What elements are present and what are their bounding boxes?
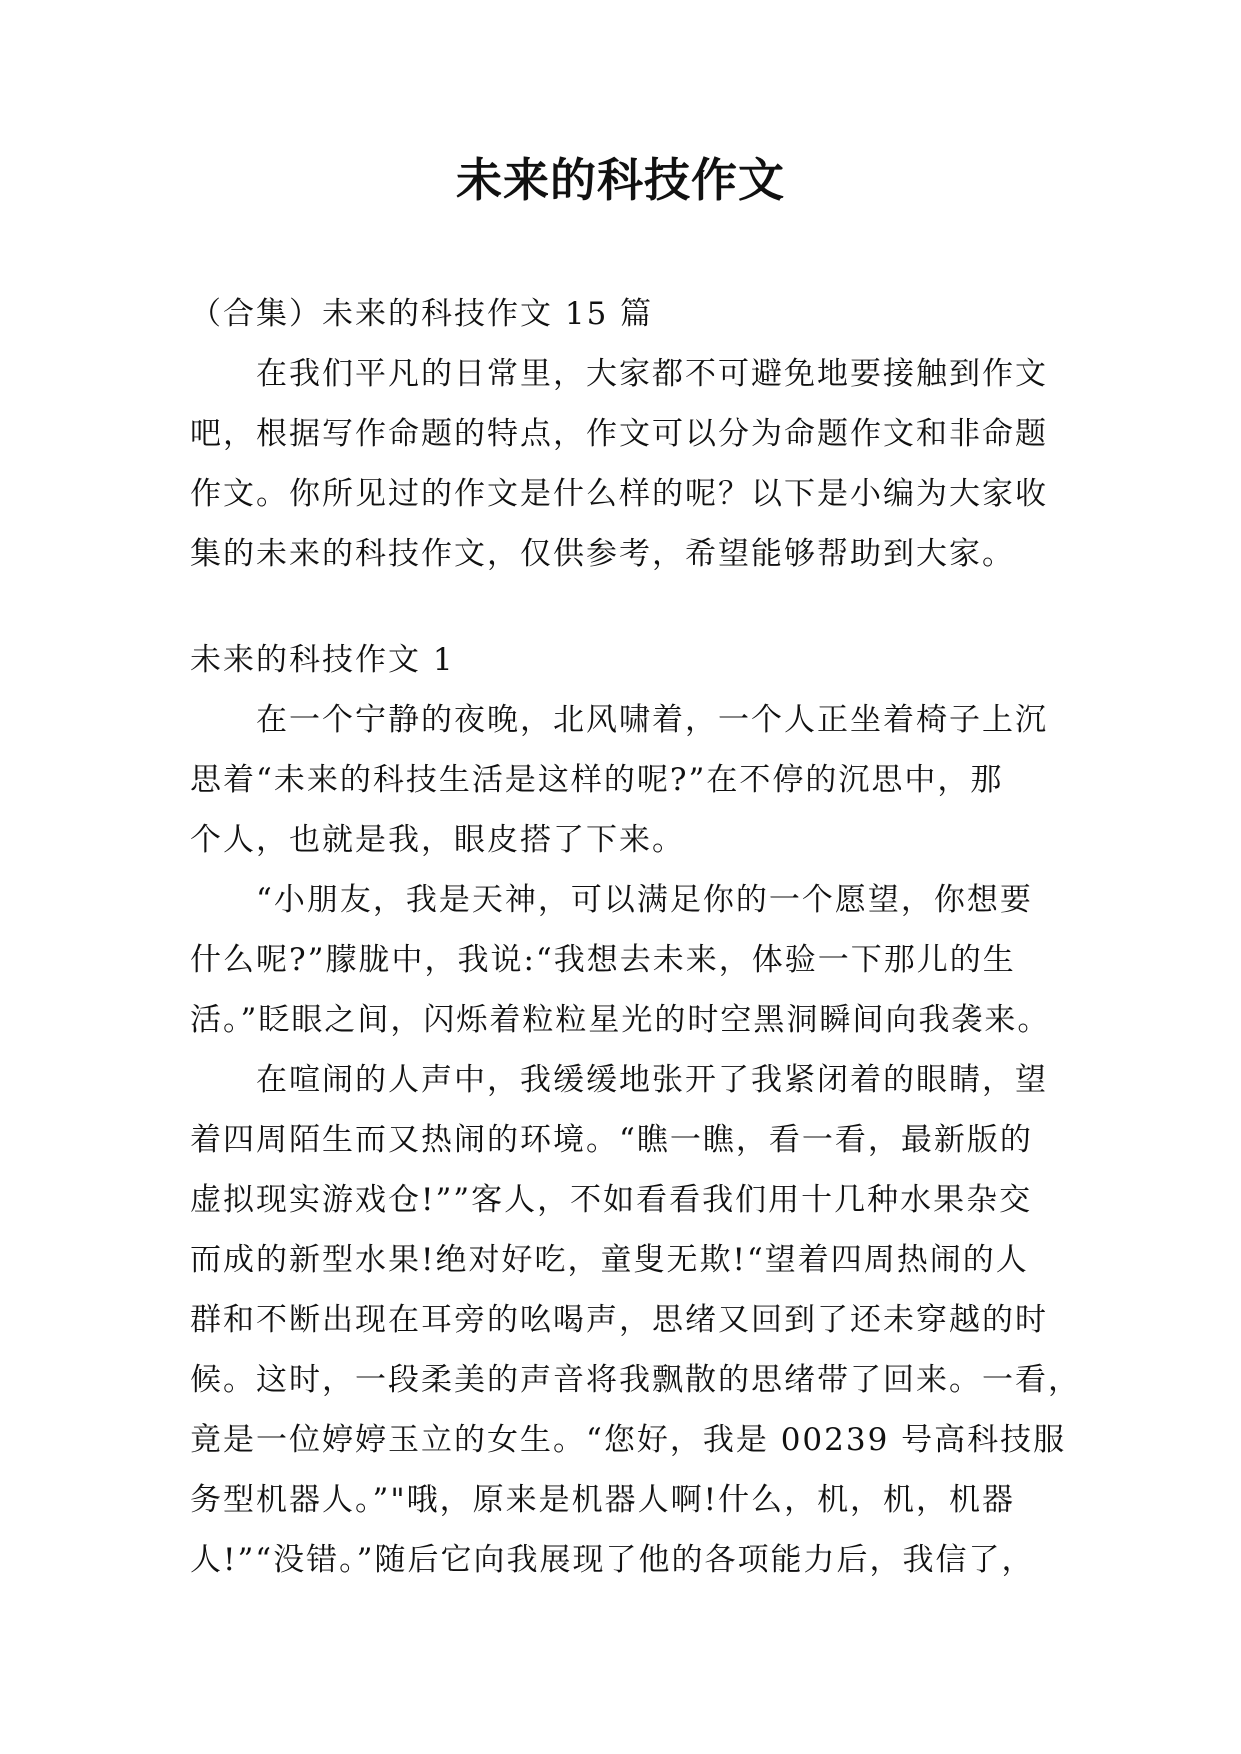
paragraph-line: 候。这时，一段柔美的声音将我飘散的思绪带了回来。一看， xyxy=(190,1362,1081,1398)
paragraph-line: 虚拟现实游戏仓!””客人，不如看看我们用十几种水果杂交 xyxy=(190,1182,1033,1218)
paragraph-line: 人!”“没错。”随后它向我展现了他的各项能力后，我信了， xyxy=(190,1542,1035,1578)
intro-line: 作文。你所见过的作文是什么样的呢？以下是小编为大家收 xyxy=(190,476,1048,512)
essay-section xyxy=(190,630,1081,1590)
intro-line: 在我们平凡的日常里，大家都不可避免地要接触到作文 xyxy=(256,356,1048,392)
paragraph-line: 在喧闹的人声中，我缓缓地张开了我紧闭着的眼睛，望 xyxy=(256,1062,1048,1098)
paragraph-line: 个人，也就是我，眼皮搭了下来。 xyxy=(190,822,685,858)
paragraph-line: 着四周陌生而又热闹的环境。“瞧一瞧，看一看，最新版的 xyxy=(190,1122,1033,1158)
paragraph-line: 思着“未来的科技生活是这样的呢?”在不停的沉思中，那 xyxy=(190,762,1004,798)
document-title: 未来的科技作文 xyxy=(456,153,785,207)
section-heading: 未来的科技作文 1 xyxy=(190,642,455,678)
paragraph-line: 竟是一位婷婷玉立的女生。“您好，我是 00239 号高科技服 xyxy=(190,1422,1067,1458)
paragraph-line: 什么呢?”朦胧中，我说:“我想去未来，体验一下那儿的生 xyxy=(190,942,1016,978)
intro-block xyxy=(190,284,1050,584)
paragraph-line: 群和不断出现在耳旁的吆喝声，思绪又回到了还未穿越的时 xyxy=(190,1302,1048,1338)
paragraph-line: “小朋友，我是天神，可以满足你的一个愿望，你想要 xyxy=(256,882,1033,918)
document-subtitle: （合集）未来的科技作文 15 篇 xyxy=(190,296,654,332)
paragraph-line: 在一个宁静的夜晚，北风啸着，一个人正坐着椅子上沉 xyxy=(256,702,1048,738)
paragraph-line: 务型机器人。”"哦，原来是机器人啊!什么，机，机，机器 xyxy=(190,1482,1016,1518)
intro-line: 集的未来的科技作文，仅供参考，希望能够帮助到大家。 xyxy=(190,536,1015,572)
paragraph-line: 活。”眨眼之间，闪烁着粒粒星光的时空黑洞瞬间向我袭来。 xyxy=(190,1002,1051,1038)
intro-line: 吧，根据写作命题的特点，作文可以分为命题作文和非命题 xyxy=(190,416,1048,452)
paragraph-line: 而成的新型水果!绝对好吃，童叟无欺!“望着四周热闹的人 xyxy=(190,1242,1029,1278)
